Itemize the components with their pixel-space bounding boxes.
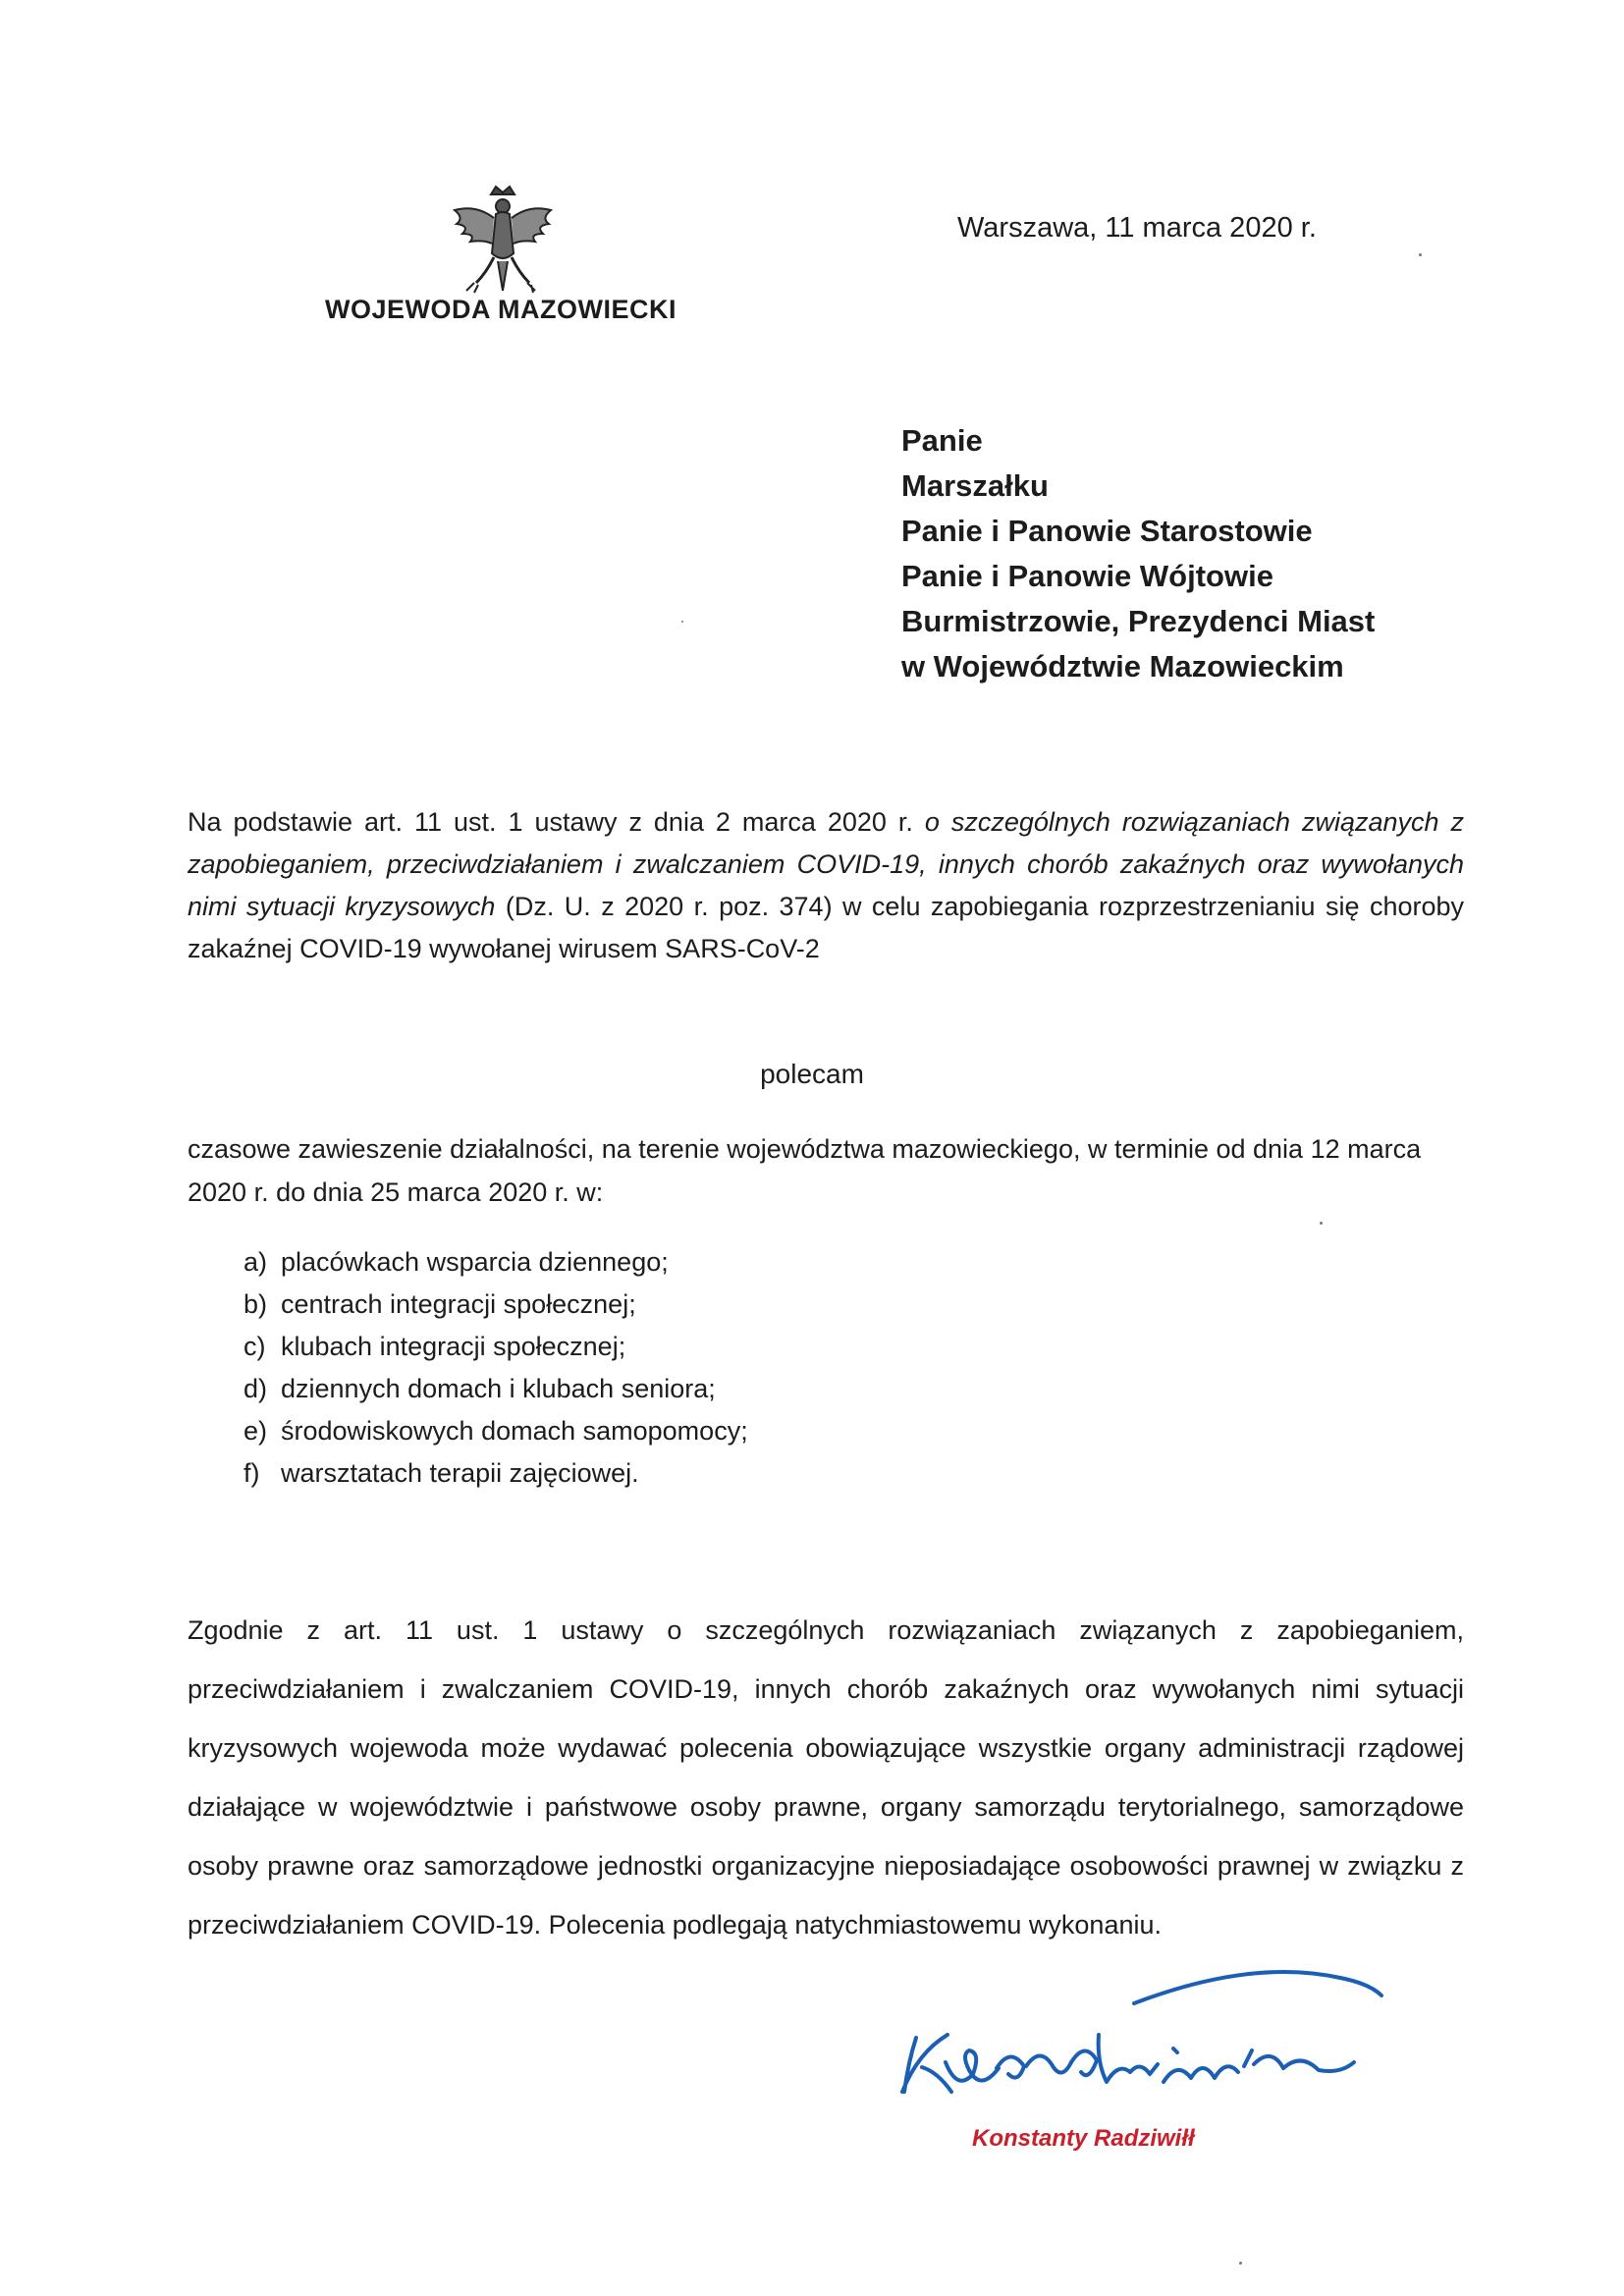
- addressee-line: Burmistrzowie, Prezydenci Miast: [901, 604, 1376, 638]
- list-letter: d): [244, 1374, 268, 1403]
- place-and-date: Warszawa, 11 marca 2020 r.: [957, 212, 1317, 244]
- order-verb: polecam: [760, 1059, 864, 1089]
- list-item: [244, 1368, 748, 1410]
- addressee-block: [901, 418, 1375, 689]
- list-text: warsztatach terapii zajęciowej.: [281, 1458, 639, 1488]
- legal-basis-rest: (Dz. U. z 2020 r. poz. 374) w celu zapobiegania rozprzestrzenianiu się choroby zakaźnej COVID-19 wywołanej wirusem SARS-CoV-2: [188, 892, 1464, 963]
- scan-speck: [681, 621, 683, 623]
- addressee-line: Panie i Panowie Wójtowie: [901, 559, 1273, 593]
- list-text: dziennych domach i klubach seniora;: [281, 1374, 716, 1403]
- handwritten-signature: [879, 1944, 1429, 2141]
- list-text: placówkach wsparcia dziennego;: [281, 1247, 669, 1277]
- list-item: [244, 1452, 748, 1495]
- list-letter: a): [244, 1247, 268, 1277]
- addressee-line: Panie: [901, 423, 983, 458]
- list-text: centrach integracji społecznej;: [281, 1289, 636, 1319]
- addressee-line: w Województwie Mazowieckim: [901, 649, 1344, 683]
- facilities-list: [244, 1241, 748, 1495]
- list-letter: b): [244, 1289, 268, 1319]
- legal-authority-paragraph: Zgodnie z art. 11 ust. 1 ustawy o szczególnych rozwiązaniach związanych z zapobieganiem, przeciwdziałaniem i zwalczaniem COVID-19, innych chorób zakaźnych oraz wywołanych nimi sytuacji kryzysowych wojewoda może wydawać polecenia obowiązujące wszystkie organy administracji rządowej działające w województwie i państwowe osoby prawne, organy samorządu terytorialnego, samorządowe osoby prawne oraz samorządowe jednostki organizacyjne nieposiadające osobowości prawnej w związku z przeciwdziałaniem COVID-19. Polecenia podlegają natychmiastowemu wykonaniu.: [188, 1615, 1464, 1940]
- scan-speck: [1419, 253, 1422, 256]
- legal-basis-intro: Na podstawie art. 11 ust. 1 ustawy z dnia 2 marca 2020 r.: [188, 807, 925, 837]
- addressee-line: Panie i Panowie Starostowie: [901, 514, 1313, 548]
- eagle-emblem-icon: [437, 185, 568, 297]
- list-text: środowiskowych domach samopomocy;: [281, 1416, 748, 1446]
- scan-speck: [1320, 1222, 1323, 1225]
- signer-name: Konstanty Radziwiłł: [972, 2125, 1195, 2152]
- act-title: o szczególnych rozwiązaniach związanych z zapobieganiem, przeciwdziałaniem i zwalczaniem COVID-19, innych chorób zakaźnych oraz wywołanych nimi sytuacji kryzysowych: [188, 807, 1464, 921]
- issuing-authority: WOJEWODA MAZOWIECKI: [325, 295, 677, 324]
- addressee-line: Marszałku: [901, 468, 1049, 503]
- list-text: klubach integracji społecznej;: [281, 1332, 626, 1361]
- list-item: [244, 1410, 748, 1452]
- list-item: [244, 1284, 748, 1326]
- scan-speck: [1239, 2262, 1242, 2265]
- suspension-paragraph: czasowe zawieszenie działalności, na terenie województwa mazowieckiego, w terminie od dnia 12 marca 2020 r. do dnia 25 marca 2020 r. w:: [188, 1134, 1422, 1207]
- list-letter: f): [244, 1458, 260, 1488]
- list-item: [244, 1241, 748, 1284]
- list-letter: e): [244, 1416, 268, 1446]
- list-letter: c): [244, 1332, 266, 1361]
- legal-basis-paragraph: [188, 801, 1464, 970]
- list-item: [244, 1326, 748, 1368]
